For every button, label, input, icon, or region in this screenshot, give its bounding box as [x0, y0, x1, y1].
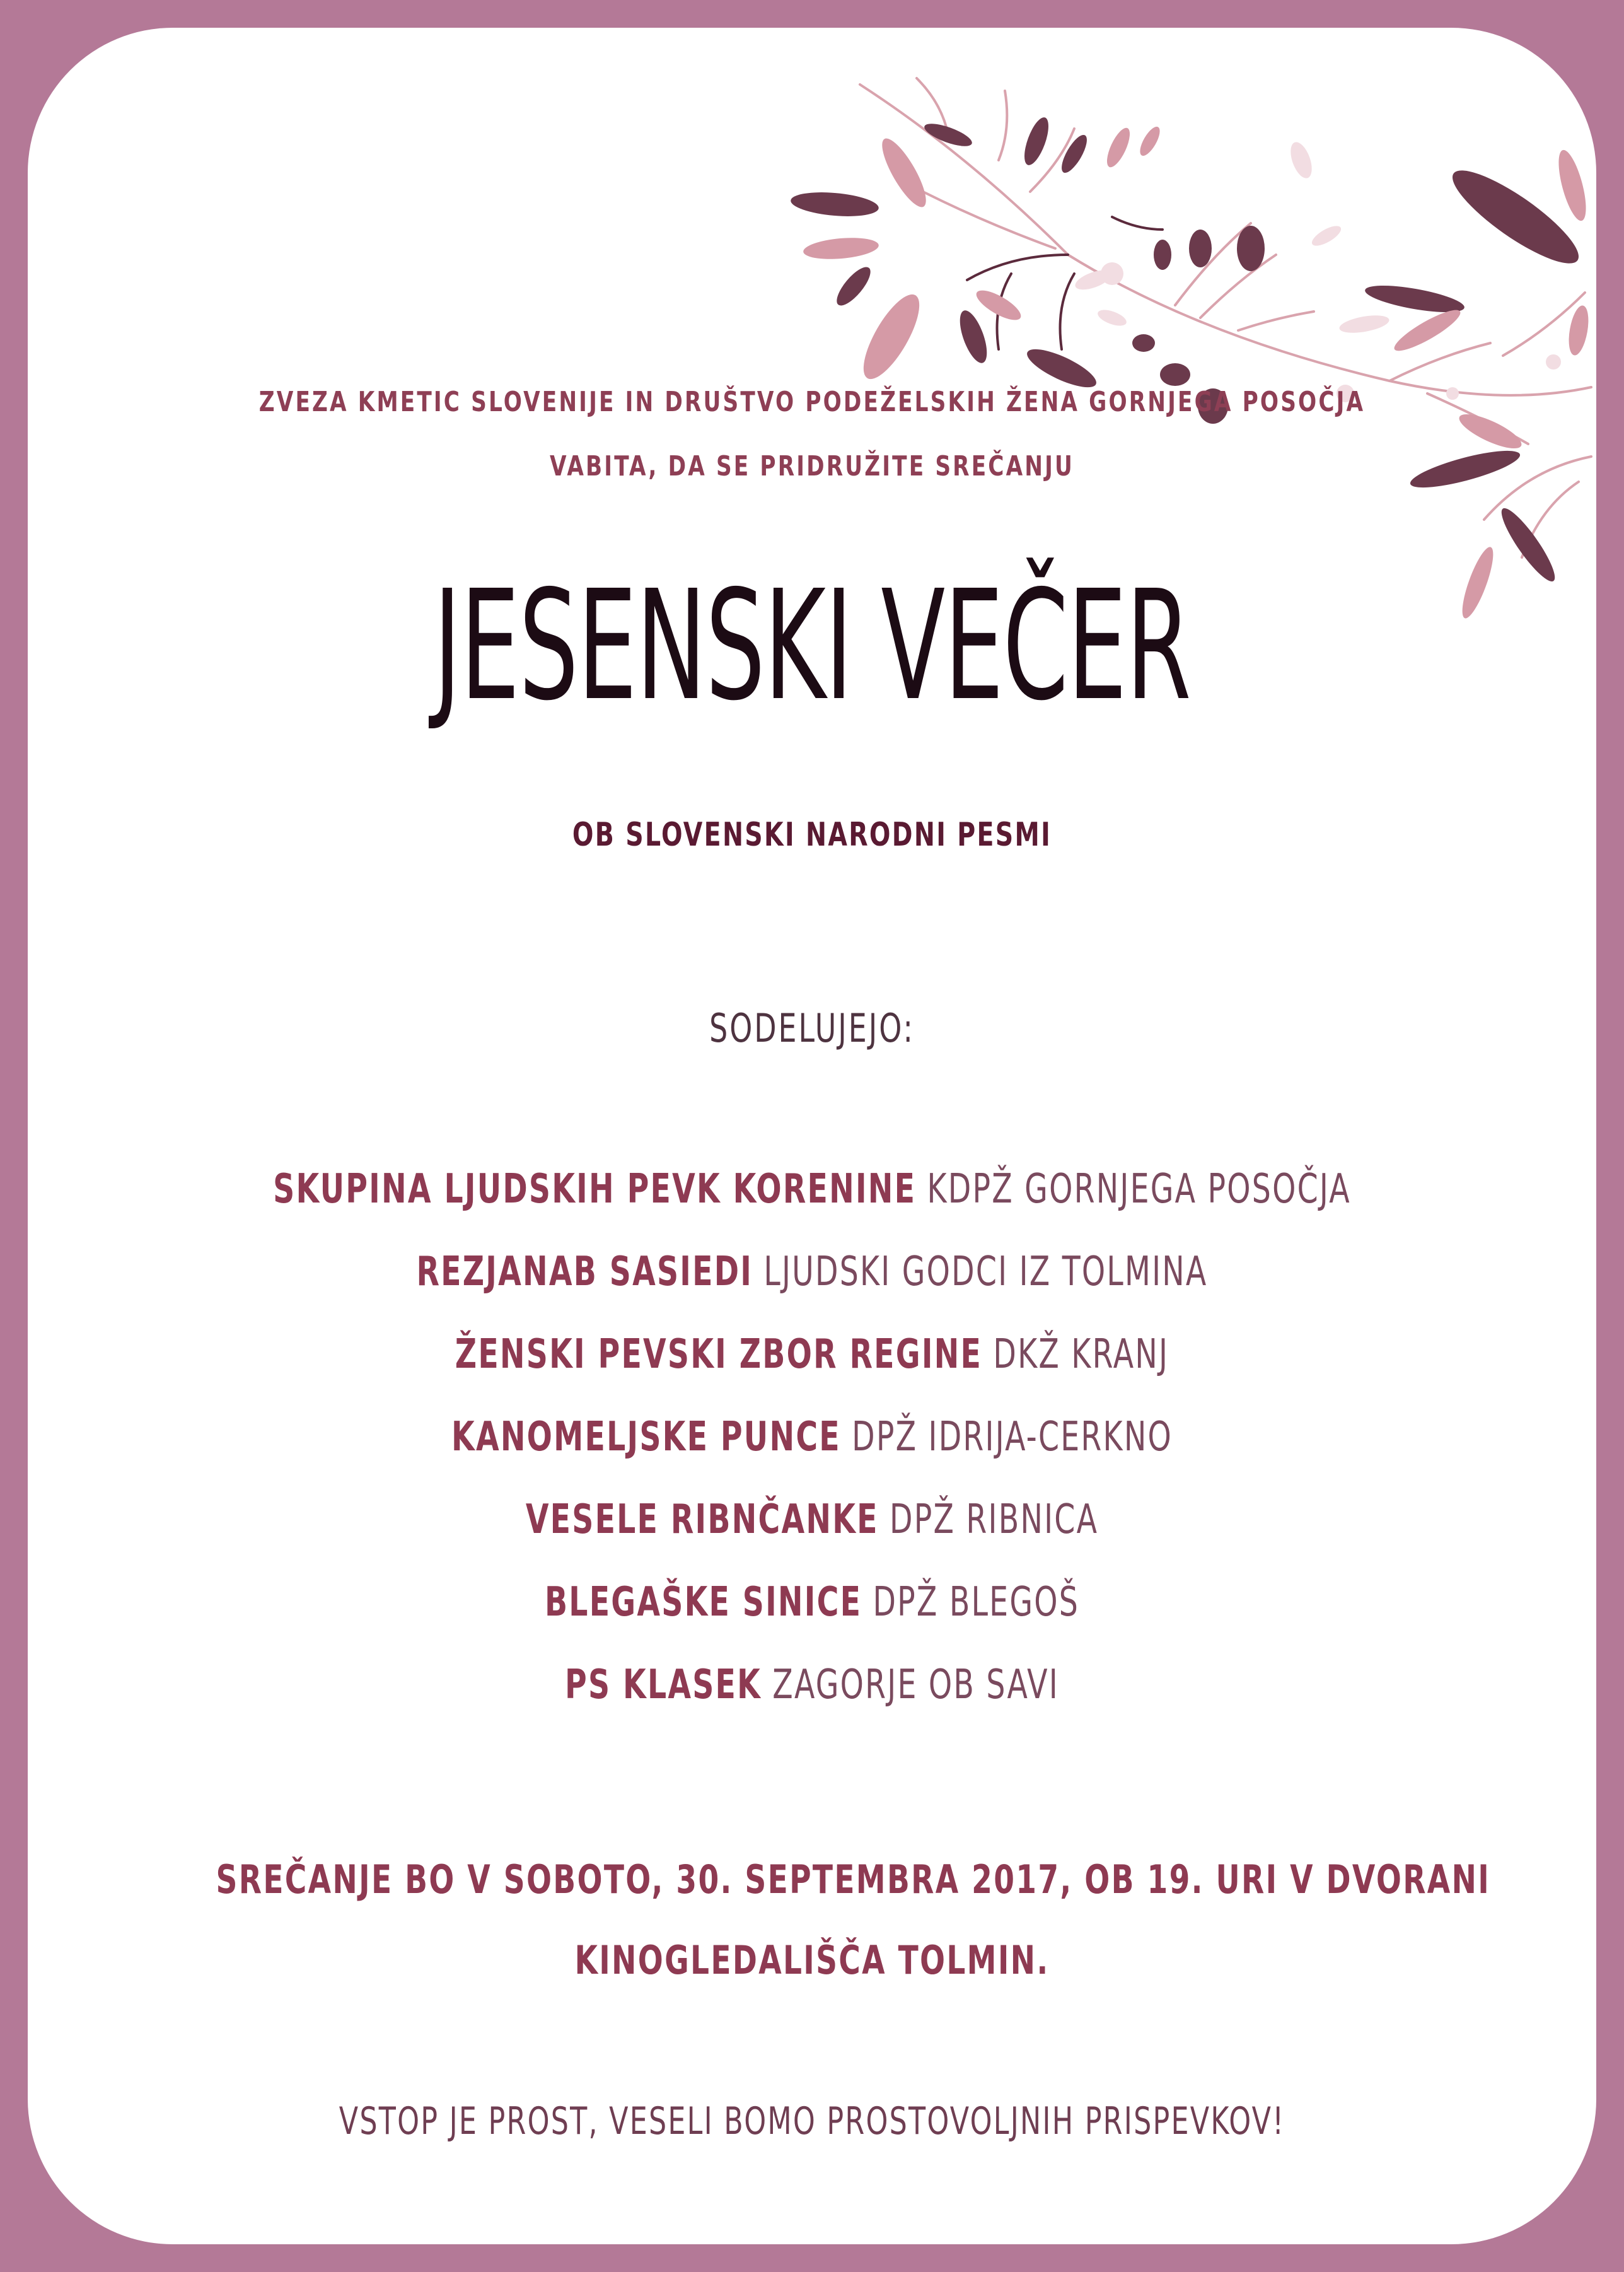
- event-details-line-2: KINOGLEDALIŠČA TOLMIN.: [574, 1937, 1050, 1983]
- participant-org: LJUDSKI GODCI IZ TOLMINA: [763, 1249, 1208, 1295]
- participant-org: DKŽ KRANJ: [993, 1331, 1169, 1378]
- participant-item: [231, 1496, 1392, 1543]
- participant-name: PS KLASEK: [565, 1662, 762, 1708]
- participant-item: [231, 1166, 1392, 1213]
- participant-item: [231, 1662, 1392, 1708]
- participant-name: BLEGAŠKE SINICE: [544, 1579, 862, 1626]
- participants-label: SODELUJEJO:: [709, 1005, 915, 1051]
- participant-name: ŽENSKI PEVSKI ZBOR REGINE: [455, 1331, 983, 1378]
- event-details-line-1: SREČANJE BO V SOBOTO, 30. SEPTEMBRA 2017, OB 19. URI V DVORANI: [216, 1856, 1491, 1902]
- subtitle: OB SLOVENSKI NARODNI PESMI: [572, 816, 1052, 854]
- participant-org: ZAGORJE OB SAVI: [772, 1662, 1059, 1708]
- intro-line-2: VABITA, DA SE PRIDRUŽITE SREČANJU: [549, 450, 1075, 482]
- participant-name: KANOMELJSKE PUNCE: [451, 1414, 841, 1460]
- participant-org: DPŽ BLEGOŠ: [873, 1579, 1080, 1626]
- participant-name: SKUPINA LJUDSKIH PEVK KORENINE: [273, 1166, 917, 1213]
- intro-line-1: ZVEZA KMETIC SLOVENIJE IN DRUŠTVO PODEŽELSKIH ŽENA GORNJEGA POSOČJA: [258, 386, 1366, 418]
- participant-org: KDPŽ GORNJEGA POSOČJA: [927, 1166, 1351, 1213]
- participant-org: DPŽ IDRIJA-CERKNO: [852, 1414, 1173, 1460]
- participant-item: [231, 1579, 1392, 1626]
- participant-org: DPŽ RIBNICA: [890, 1496, 1099, 1543]
- participant-item: [231, 1331, 1392, 1378]
- participant-name: VESELE RIBNČANKE: [525, 1496, 879, 1543]
- participant-item: [231, 1414, 1392, 1460]
- invitation-card: [28, 28, 1596, 2244]
- participant-item: [231, 1249, 1392, 1295]
- participant-name: REZJANAB SASIEDI: [416, 1249, 753, 1295]
- footer-note: VSTOP JE PROST, VESELI BOMO PROSTOVOLJNIH PRISPEVKOV!: [339, 2099, 1285, 2143]
- page-title: JESENSKI VEČER: [433, 557, 1191, 734]
